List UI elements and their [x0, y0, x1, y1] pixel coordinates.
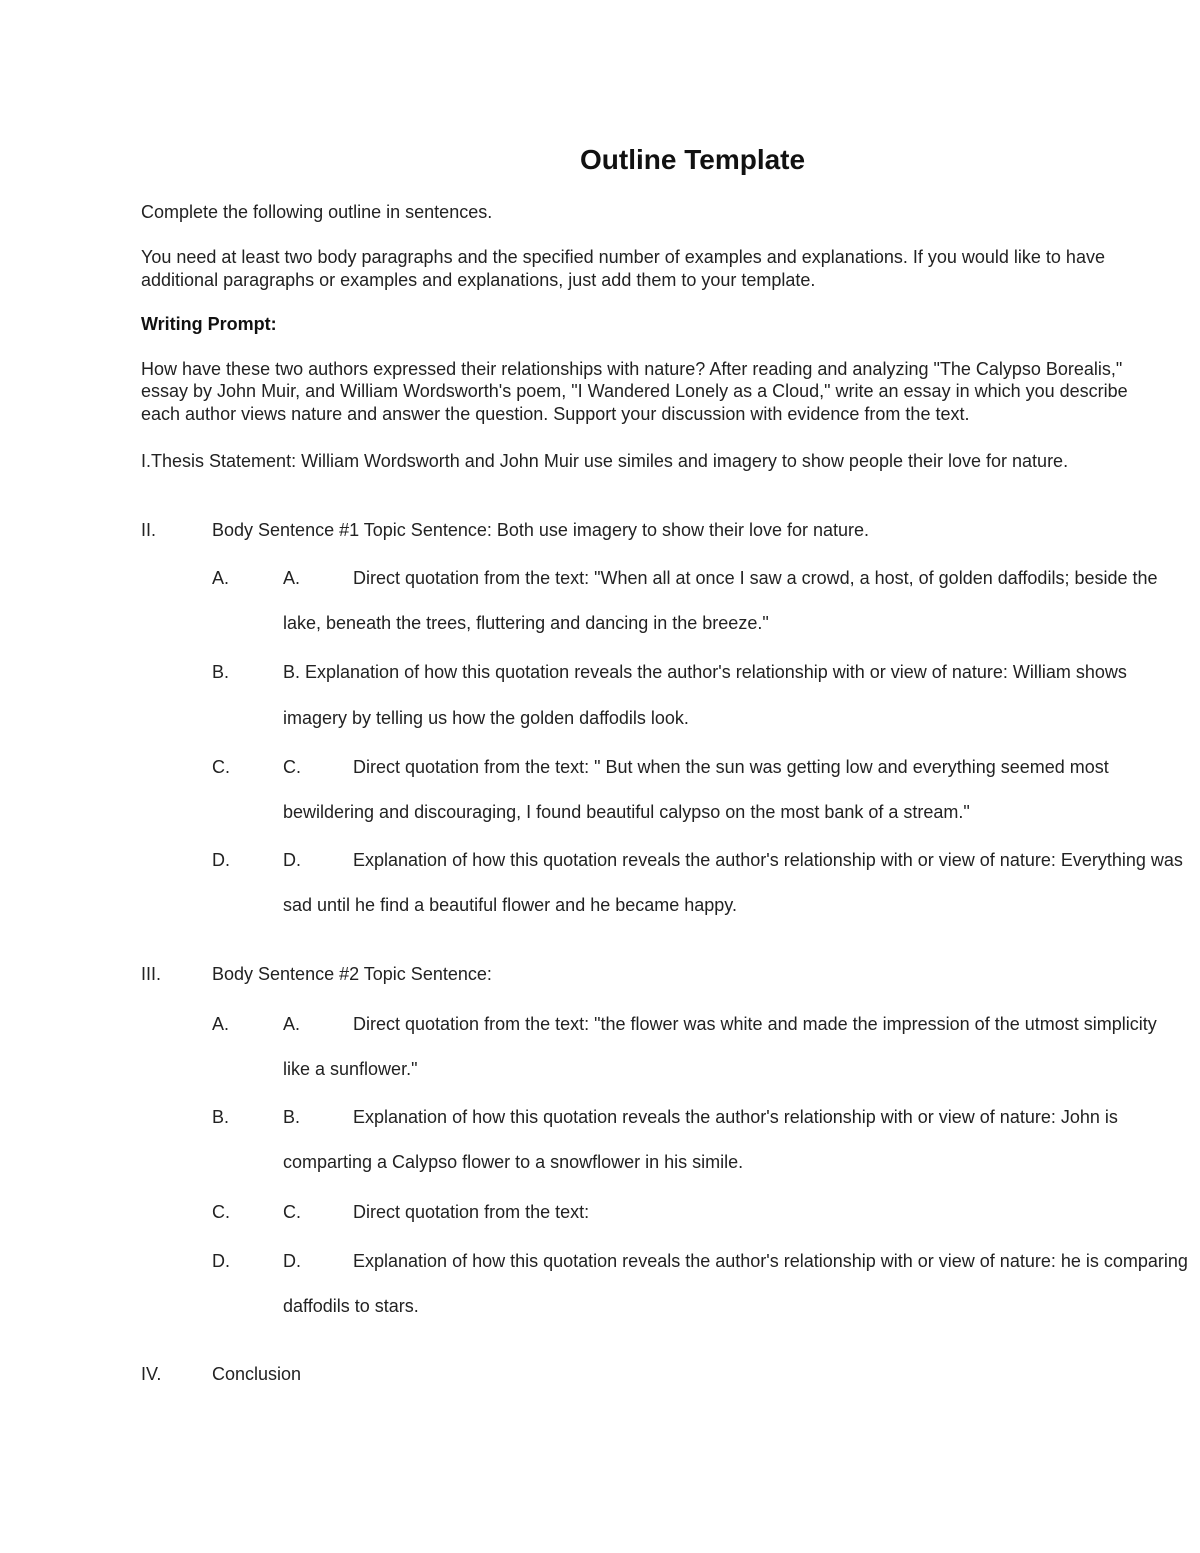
item-outer-label: B.	[212, 1107, 230, 1127]
section-numeral: III.	[141, 964, 162, 984]
item-outer-label: B.	[212, 662, 230, 682]
section-numeral: IV.	[141, 1364, 162, 1384]
writing-prompt-heading: Writing Prompt:	[141, 314, 277, 334]
item-text: imagery by telling us how the golden daffodils look.	[283, 708, 689, 728]
item-outer-label: A.	[212, 568, 230, 588]
item-text: bewildering and discouraging, I found beautiful calypso on the most bank of a stream."	[283, 802, 970, 822]
prompt-line: essay by John Muir, and William Wordsworth's poem, "I Wandered Lonely as a Cloud," write an essay in which you describe	[141, 381, 1128, 401]
item-inner-label: D.	[283, 850, 301, 870]
item-text: Direct quotation from the text: " But when the sun was getting low and everything seemed most	[353, 757, 1109, 777]
item-text: Direct quotation from the text: "When all at once I saw a crowd, a host, of golden daffodils; beside the	[353, 568, 1158, 588]
section-heading: Conclusion	[212, 1364, 302, 1384]
instruction-line: additional paragraphs or examples and explanations, just add them to your template.	[141, 270, 816, 290]
item-text: Explanation of how this quotation reveals the author's relationship with or view of nature: Everything was	[353, 850, 1183, 870]
item-outer-label: C.	[212, 757, 230, 777]
item-inner-label: B.	[283, 1107, 301, 1127]
thesis-statement: I.Thesis Statement: William Wordsworth and John Muir use similes and imagery to show people their love for nature.	[141, 451, 1069, 471]
item-text: Explanation of how this quotation reveals the author's relationship with or view of nature: he is comparing	[353, 1251, 1188, 1271]
item-text: sad until he find a beautiful flower and he became happy.	[283, 895, 737, 915]
section-heading: Body Sentence #2 Topic Sentence:	[212, 964, 492, 984]
item-text: Direct quotation from the text:	[353, 1202, 590, 1222]
item-text: B. Explanation of how this quotation reveals the author's relationship with or view of nature: William shows	[283, 662, 1127, 682]
section-heading: Body Sentence #1 Topic Sentence: Both use imagery to show their love for nature.	[212, 520, 870, 540]
item-outer-label: C.	[212, 1202, 230, 1222]
item-text: Explanation of how this quotation reveals the author's relationship with or view of nature: John is	[353, 1107, 1118, 1127]
item-inner-label: D.	[283, 1251, 301, 1271]
item-inner-label: A.	[283, 568, 301, 588]
item-inner-label: A.	[283, 1014, 301, 1034]
item-outer-label: D.	[212, 1251, 230, 1271]
prompt-line: How have these two authors expressed their relationships with nature? After reading and analyzing "The Calypso Borealis,"	[141, 359, 1123, 379]
page-title: Outline Template	[580, 144, 806, 175]
section-numeral: II.	[141, 520, 157, 540]
item-text: lake, beneath the trees, fluttering and dancing in the breeze."	[283, 613, 769, 633]
prompt-line: each author views nature and answer the question. Support your discussion with evidence from the text.	[141, 404, 970, 424]
item-inner-label: C.	[283, 757, 301, 777]
item-text: like a sunflower."	[283, 1059, 418, 1079]
item-outer-label: A.	[212, 1014, 230, 1034]
item-text: Direct quotation from the text: "the flower was white and made the impression of the utmost simplicity	[353, 1014, 1157, 1034]
instruction-line: You need at least two body paragraphs and the specified number of examples and explanations. If you would like to have	[141, 247, 1105, 267]
item-text: comparting a Calypso flower to a snowflower in his simile.	[283, 1152, 744, 1172]
item-inner-label: C.	[283, 1202, 301, 1222]
item-outer-label: D.	[212, 850, 230, 870]
item-text: daffodils to stars.	[283, 1296, 419, 1316]
instruction-line: Complete the following outline in sentences.	[141, 202, 493, 222]
